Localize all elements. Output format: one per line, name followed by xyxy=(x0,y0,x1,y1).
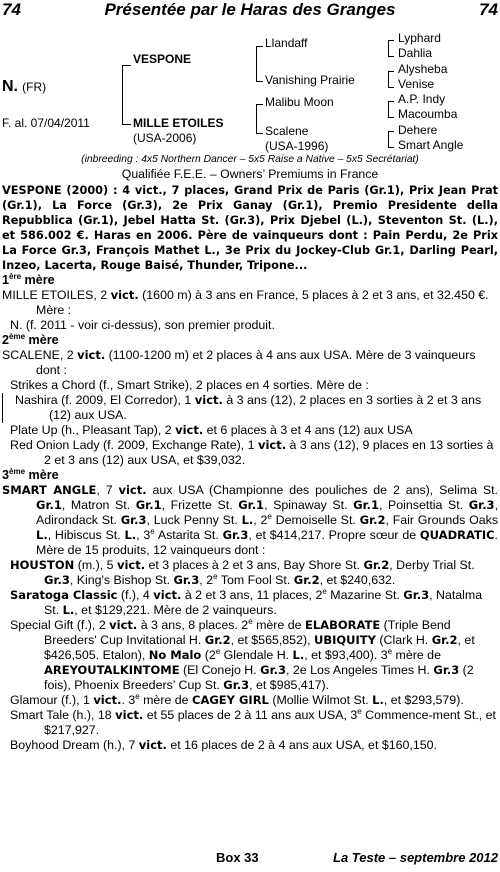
gg-8: Smart Angle xyxy=(398,138,464,152)
box-number: Box 33 xyxy=(216,850,259,865)
produce-plate-up: Plate Up (h., Pleasant Tap), 2 vict. et 6 places à 3 et 4 ans (12) aux USA xyxy=(10,423,413,437)
bracket-g3 xyxy=(388,101,394,118)
section-1ere-mere: 1ère mère xyxy=(2,271,55,287)
bracket-gen1 xyxy=(122,65,131,125)
produce-red-onion-lady: Red Onion Lady (f. 2009, Exchange Rate), 1 vict. à 3 ans (12), 9 places en 13 sorties à 2 et 3 ans (12) aux USA, et $39,032. xyxy=(10,438,494,467)
sire-notes: VESPONE (2000) : 4 vict., 7 places, Grand Prix de Paris (Gr.1), Prix Jean Prat (Gr.1), La Force (Gr.3), 2e Prix Ganay (Gr.1), Premio Presidente della Repubblica (Gr.1), Jebel Hatta St. (Gr.3), Prix Djebel (L.), Steventon St. (L.), et 586.002 €. Haras en 2006. Père de vainqueurs dont : Pain Perdu, 2e Prix La Force Gr.3, François Mathet L., 3e Prix du Jockey-Club Gr.1, Darling Pearl, Inzeo, Lacerta, Rouge Baisé, Thunder, Tripone... xyxy=(2,184,498,272)
produce-glamour: Glamour (f.), 1 vict.. 3e mère de CAGEY GIRL (Mollie Wilmot St. L., et $293,579). xyxy=(10,691,464,707)
section-2eme-mere: 2ème mère xyxy=(2,331,59,347)
page-title: Présentée par le Haras des Granges xyxy=(104,0,396,19)
bracket-g4 xyxy=(388,131,394,148)
page-number-right: 74 xyxy=(479,0,498,19)
dd-info: (USA-1996) xyxy=(265,139,329,153)
produce-boyhood-dream: Boyhood Dream (h.), 7 vict. et 16 places de 2 à 4 ans aux USA, et $160,150. xyxy=(10,738,437,752)
produce-saratoga-classic: Saratoga Classic (f.), 4 vict. à 2 et 3 ans, 11 places, 2e Mazarine St. Gr.3, Natalma St. L., et $129,221. Mère de 2 vainqueurs. xyxy=(10,586,483,617)
dam-record: MILLE ETOILES, 2 vict. (1600 m) à 3 ans en France, 5 places à 2 et 3 ans, et 32.450 €. Mère : xyxy=(2,288,489,317)
gg-4: Venise xyxy=(398,77,435,91)
inbreeding-line: (inbreeding : 4x5 Northern Dancer – 5x5 Raise a Native – 5x5 Secrétariat) xyxy=(81,154,419,165)
dam-info: (USA-2006) xyxy=(133,131,197,145)
ss-name: Llandaff xyxy=(265,36,308,50)
qualification-line: Qualifiée F.E.E. – Owners’ Premiums in France xyxy=(121,167,379,181)
gg-7: Dehere xyxy=(398,123,438,137)
gg-3: Alysheba xyxy=(398,62,448,76)
produce-special-gift: Special Gift (f.), 2 vict. à 3 ans, 8 places. 2e mère de ELABORATE (Triple Bend Breeders' Cup Invitational H. Gr.2, et $565,852), UBIQUITY (Clark H. Gr.2, et $426,505. Etalon), No Malo (2e Glendale H. L., et $93,400). 3e mère de AREYOUTALKINTOME (El Conejo H. Gr.3, 2e Los Angeles Times H. Gr.3 (2 fois), Phoenix Breeders’ Cup St. Gr.3, et $985,417). xyxy=(10,616,475,692)
page-number-left: 74 xyxy=(2,0,21,19)
third-dam-record: SMART ANGLE, 7 vict. aux USA (Championne des pouliches de 2 ans), Selima St. Gr.1, Matron St. Gr.1, Frizette St. Gr.1, Spinaway St. Gr.1, Poinsettia St. Gr.3, Adirondack St. Gr.3, Luck Penny St. L., 2e Demoiselle St. Gr.2, Fair Grounds Oaks L., Hibiscus St. L., 3e Astarita St. Gr.3, et $414,217. Propre sœur de QUADRATIC. Mère de 15 produits, 12 vainqueurs dont : xyxy=(2,483,499,557)
ds-name: Malibu Moon xyxy=(265,95,334,109)
produce-nashira: Nashira (f. 2009, El Corredor), 1 vict. à 3 ans (12), 2 places en 3 sorties à 2 et 3 ans (12) aux USA. xyxy=(2,393,498,423)
produce-n: N. (f. 2011 - voir ci-dessus), son premier produit. xyxy=(10,318,275,332)
gg-5: A.P. Indy xyxy=(398,92,446,106)
pedigree-notes xyxy=(2,183,498,753)
produce-houston: HOUSTON (m.), 5 vict. et 3 places à 2 et 3 ans, Bay Shore St. Gr.2, Derby Trial St. Gr.3, King's Bishop St. Gr.3, 2e Tom Fool St. Gr.2, et $240,632. xyxy=(10,558,475,587)
gg-6: Macoumba xyxy=(398,107,458,121)
bracket-g1 xyxy=(388,40,394,57)
gg-1: Lyphard xyxy=(398,31,441,45)
foal-birth: F. al. 07/04/2011 xyxy=(2,116,90,130)
bracket-sire xyxy=(256,46,263,82)
produce-strikes-a-chord: Strikes a Chord (f., Smart Strike), 2 places en 4 sorties. Mère de : xyxy=(10,378,369,392)
granddam-record: SCALENE, 2 vict. (1100-1200 m) et 2 places à 4 ans aux USA. Mère de 3 vainqueurs dont : xyxy=(2,348,476,377)
sire-name: VESPONE xyxy=(133,52,192,66)
dam-name: MILLE ETOILES xyxy=(133,116,224,130)
dd-name: Scalene xyxy=(265,124,309,138)
bracket-dam xyxy=(256,104,263,134)
section-3eme-mere: 3ème mère xyxy=(2,466,59,482)
footer-sale: La Teste – septembre 2012 xyxy=(333,850,498,865)
bracket-g2 xyxy=(388,71,394,88)
sd-name: Vanishing Prairie xyxy=(265,73,355,87)
produce-smart-tale: Smart Tale (h.), 18 vict. et 55 places de 2 à 11 ans aux USA, 3e Commence-ment St., et $217,927. xyxy=(10,706,496,737)
foal-name: N. (FR) xyxy=(2,78,47,95)
gg-2: Dahlia xyxy=(398,46,433,60)
